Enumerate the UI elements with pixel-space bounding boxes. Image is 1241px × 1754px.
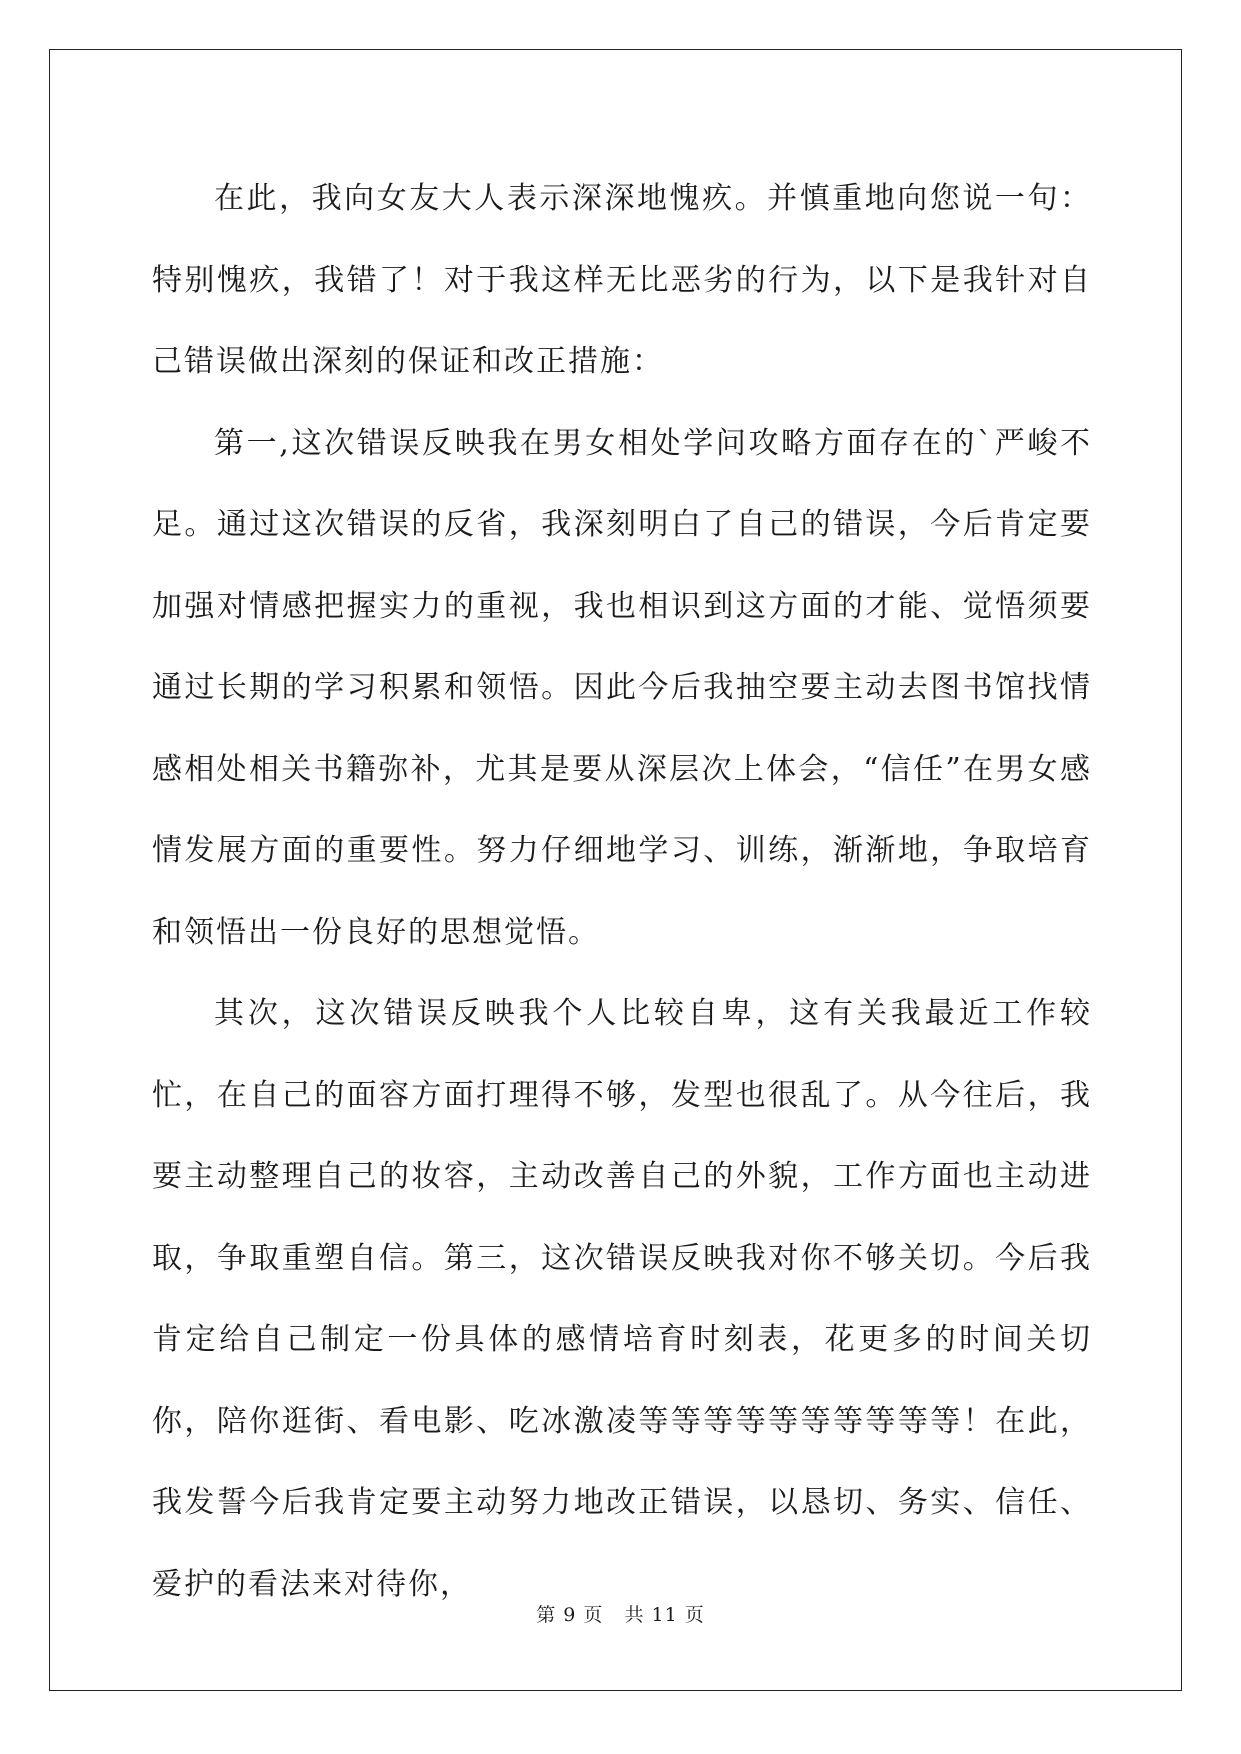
paragraph-apology: 在此，我向女友大人表示深深地愧疚。并慎重地向您说一句：特别愧疚，我错了！对于我这样无比恶劣的行为，以下是我针对自己错误做出深刻的保证和改正措施： [152, 181, 1092, 379]
page-total: 共 11 页 [624, 1604, 705, 1626]
page-number: 第 9 页 [536, 1604, 604, 1626]
document-body [152, 158, 1092, 1625]
paragraph-first-point: 第一,这次错误反映我在男女相处学问攻略方面存在的`严峻不足。通过这次错误的反省，我深刻明白了自己的错误，今后肯定要加强对情感把握实力的重视，我也相识到这方面的才能、觉悟须要通过长期的学习积累和领悟。因此今后我抽空要主动去图书馆找情感相处相关书籍弥补，尤其是要从深层次上体会，“信任”在男女感情发展方面的重要性。努力仔细地学习、训练，渐渐地，争取培育和领悟出一份良好的思想觉悟。 [152, 425, 1092, 950]
page-footer [0, 1600, 1241, 1627]
paragraph-second-point: 其次，这次错误反映我个人比较自卑，这有关我最近工作较忙，在自己的面容方面打理得不够，发型也很乱了。从今往后，我要主动整理自己的妆容，主动改善自己的外貌，工作方面也主动进取，争取重塑自信。第三，这次错误反映我对你不够关切。今后我肯定给自己制定一份具体的感情培育时刻表，花更多的时间关切你，陪你逛街、看电影、吃冰激凌等等等等等等等等等等！在此，我发誓今后我肯定要主动努力地改正错误，以恳切、务实、信任、爱护的看法来对待你， [152, 996, 1092, 1602]
